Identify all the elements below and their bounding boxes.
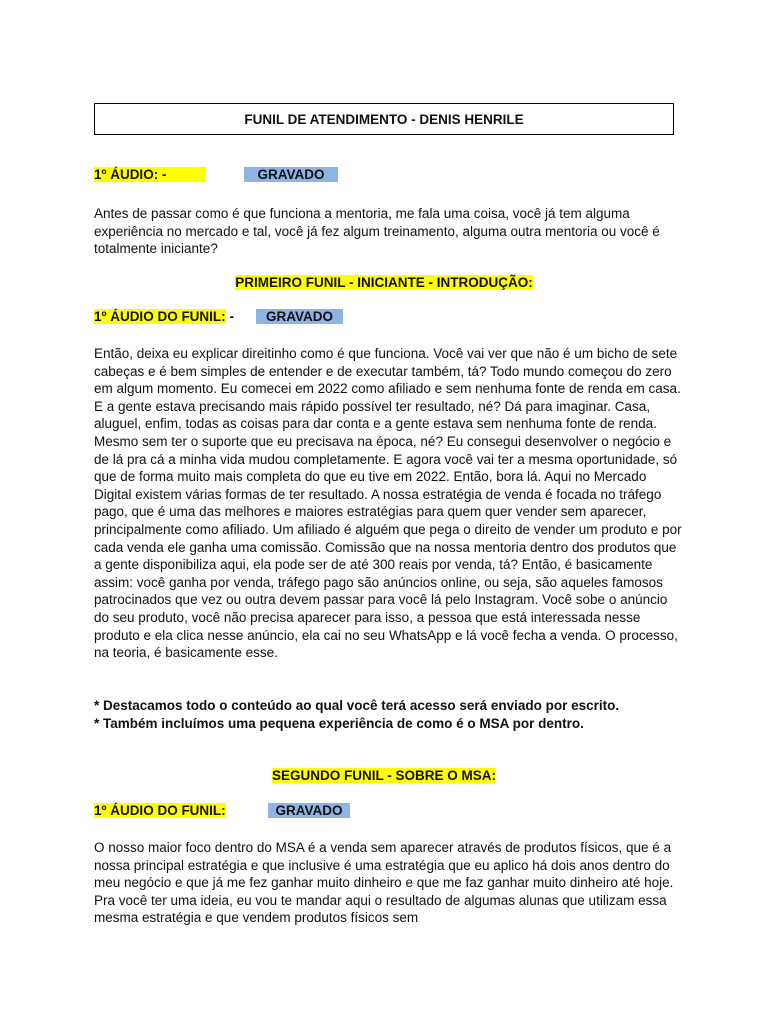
funnel-1-heading-row xyxy=(0,275,768,290)
funnel-1-audio-status: GRAVADO xyxy=(256,309,343,324)
funnel-1-label-row xyxy=(94,309,333,324)
audio-1-text: Antes de passar como é que funciona a mentoria, me fala uma coisa, você já tem alguma experiência no mercado e tal, você já fez algum treinamento, alguma outra mentoria ou você é totalmente iniciante? xyxy=(94,206,660,257)
funnel-2-heading-row xyxy=(0,768,768,783)
audio-1-status: GRAVADO xyxy=(244,167,338,182)
audio-1-label-row xyxy=(94,167,325,182)
funnel-2-audio-status: GRAVADO xyxy=(268,803,350,818)
audio-1-label: 1º ÁUDIO: - xyxy=(94,167,206,182)
funnel-1-note-1: * Destacamos todo o conteúdo ao qual você terá acesso será enviado por escrito. xyxy=(94,698,620,713)
funnel-1-heading: PRIMEIRO FUNIL - INICIANTE - INTRODUÇÃO: xyxy=(235,275,533,290)
funnel-1-text: Então, deixa eu explicar direitinho como é que funciona. Você vai ver que não é um bicho de sete cabeças e é bem simples de entender e de executar também, tá? Todo mundo começou do zero em algum momento. Eu comecei em 2022 como afiliado e sem nenhuma fonte de renda em casa. E a gente estava precisando mais rápido possível ter resultado, né? Dá para imaginar. Casa, aluguel, enfim, todas as coisas para dar conta e a gente estava sem nenhuma fonte de renda. Mesmo sem ter o suporte que eu precisava na época, né? Eu consegui desenvolver o negócio e de lá pra cá a minha vida mudou completamente. E agora você vai ter a mesma oportunidade, só que de forma muito mais completa do que eu tive em 2022. Então, bora lá. Aqui no Mercado Digital existem várias formas de ter resultado. A nossa estratégia de venda é focada no tráfego pago, que é uma das melhores e maiores estratégias para quem quer vender sem aparecer, principalmente como afiliado. Um afiliado é alguém que pega o direito de vender um produto e por cada venda ele ganha uma comissão. Comissão que na nossa mentoria dentro dos produtos que a gente disponibiliza aqui, ela pode ser de até 300 reais por venda, tá? Então, é basicamente assim: você ganha por venda, tráfego pago são anúncios online, ou seja, são aqueles famosos patrocinados que vez ou outra devem passar para você lá pelo Instagram. Você sobe o anúncio do seu produto, você não precisa aparecer para isso, a pessoa que está interessada nesse produto e ela clica nesse anúncio, ela cai no seu WhatsApp e lá você fecha a venda. O processo, na teoria, é basicamente esse. xyxy=(94,346,682,661)
funnel-1-note-2: * Também incluímos uma pequena experiência de como é o MSA por dentro. xyxy=(94,716,584,731)
funnel-1-audio-label: 1º ÁUDIO DO FUNIL: xyxy=(94,309,226,324)
funnel-2-audio-label: 1º ÁUDIO DO FUNIL: xyxy=(94,803,226,818)
funnel-1-audio-label-suffix: - xyxy=(225,309,234,324)
funnel-2-heading: SEGUNDO FUNIL - SOBRE O MSA: xyxy=(271,768,496,783)
document-title: FUNIL DE ATENDIMENTO - DENIS HENRILE xyxy=(94,103,674,135)
funnel-2-label-row xyxy=(94,803,343,818)
funnel-2-text: O nosso maior foco dentro do MSA é a venda sem aparecer através de produtos físicos, que é a nossa principal estratégia e que inclusive é uma estratégia que eu aplico há dois anos dentro do meu negócio e que já me fez ganhar muito dinheiro e que me faz ganhar muito dinheiro até hoje. Pra você ter uma ideia, eu vou te mandar aqui o resultado de algumas alunas que utilizam essa mesma estratégia e que vendem produtos físicos sem xyxy=(94,840,674,926)
